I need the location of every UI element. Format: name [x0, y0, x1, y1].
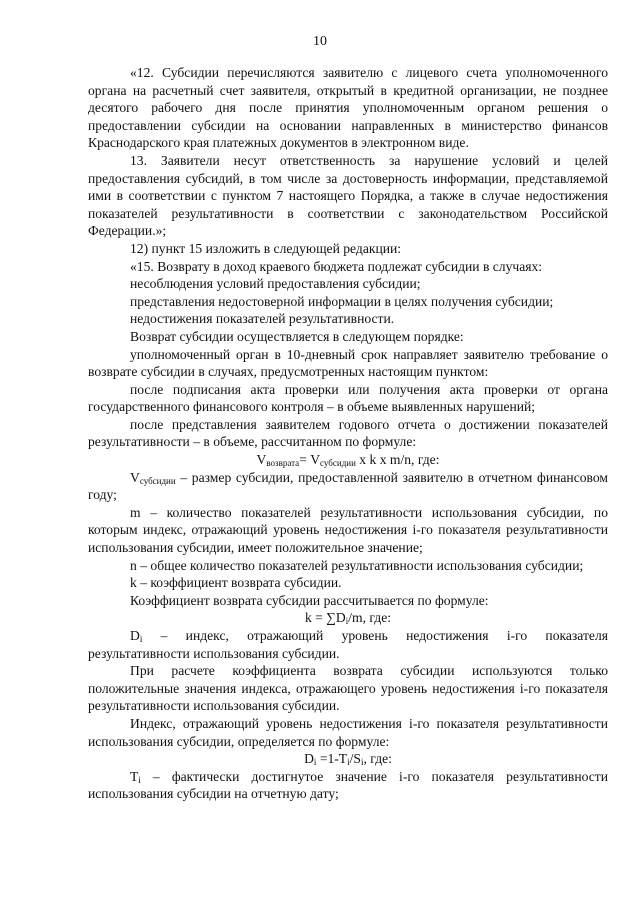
formula-d-rest: , где:	[363, 751, 392, 767]
paragraph-k-formula-intro: Коэффициент возврата субсидии рассчитывается по формуле:	[130, 592, 489, 608]
paragraph-positive-values: При расчете коэффициента возврата субсидии используются только положительные значения индекса, отражающего уровень недостижения i-го показателя результативности использования субсидии.	[88, 663, 608, 714]
paragraph-item-13: 13. Заявители несут ответственность за нарушение условий и целей предоставления субсидий, в том числе за достоверность информации, представляемой ими в соответствии с пунктом 7 настоящего Порядка, а также в случае недостижения показателей результативности в соответствии с законодательством Российской Федерации.»;	[88, 152, 608, 239]
formula-d-sub3: i	[360, 757, 364, 768]
paragraph-case-2: представления недостоверной информации в целях получения субсидии;	[130, 293, 554, 309]
paragraph-def-k: k – коэффициент возврата субсидии.	[130, 575, 342, 591]
formula-d	[88, 750, 608, 768]
term-t: T	[130, 768, 139, 784]
paragraph-case-1: несоблюдения условий предоставления субсидии;	[130, 276, 421, 292]
term-d: D	[130, 628, 140, 643]
formula-v: V	[256, 452, 267, 468]
formula-k	[88, 609, 608, 627]
formula-d-mid: =1-T	[316, 751, 348, 767]
document-body	[88, 64, 608, 803]
paragraph-item-12: «12. Субсидии перечисляются заявителю с лицевого счета уполномоченного органа на расчетный счет заявителя, открытый в кредитной организации, не позднее десятого рабочего дня после принятия уполномоченным органом решения о предоставлении субсидии на основании направленных в министерство финансов Краснодарского края платежных документов в электронном виде.	[88, 65, 608, 151]
paragraph-d-formula-intro: Индекс, отражающий уровень недостижения i-го показателя результативности использования субсидии, определяется по формуле:	[88, 715, 608, 749]
paragraph-case-3: недостижения показателей результативности.	[130, 311, 395, 327]
paragraph-def-n: n – общее количество показателей результативности использования субсидии;	[130, 557, 584, 573]
paragraph-after-report: после представления заявителем годового отчета о достижении показателей результативности – в объеме, рассчитанном по формуле:	[88, 416, 608, 450]
formula-k-rest: /m, где:	[348, 610, 392, 626]
paragraph-return-order: Возврат субсидии осуществляется в следующем порядке:	[130, 328, 464, 344]
page-number: 10	[313, 34, 327, 49]
formula-k-sub: i	[345, 616, 349, 627]
term-d-sub: i	[139, 634, 143, 644]
formula-sub-subsidy: субсидии	[320, 458, 356, 469]
formula-eq: = V	[299, 452, 321, 468]
paragraph-after-audit: после подписания акта проверки или получения акта проверки от органа государственного финансового контроля – в объеме выявленных нарушений;	[88, 381, 608, 415]
paragraph-def-v	[88, 469, 608, 504]
paragraph-def-t	[88, 768, 608, 803]
formula-return-volume	[88, 451, 608, 469]
formula-k-main: k = ∑D	[304, 610, 346, 626]
term-v: V	[130, 469, 140, 485]
formula-sub-return: возврата	[266, 458, 300, 469]
paragraph-def-d	[88, 627, 608, 662]
formula-d-sub1: i	[313, 757, 317, 768]
formula-rest: x k x m/n, где:	[355, 452, 440, 468]
paragraph-item-15: «15. Возврату в доход краевого бюджета подлежат субсидии в случаях:	[130, 258, 543, 274]
paragraph-return-demand: уполномоченный орган в 10-дневный срок направляет заявителю требование о возврате субсидии в случаях, предусмотренных настоящим пунктом:	[88, 346, 608, 380]
formula-d-main: D	[304, 751, 314, 767]
def-v-text: – размер субсидии, предоставленной заявителю в отчетном финансовом году;	[88, 469, 608, 503]
paragraph-def-m: m – количество показателей результативности использования субсидии, по которым индекс, отражающий уровень недостижения i-го показателя результативности использования субсидии, имеет положительное значение;	[88, 504, 608, 556]
def-d-text: – индекс, отражающий уровень недостижения i-го показателя результативности использования субсидии.	[88, 628, 608, 661]
term-v-sub: субсидии	[139, 475, 176, 486]
paragraph-amendment-12: 12) пункт 15 изложить в следующей редакции:	[130, 240, 402, 256]
term-t-sub: i	[138, 774, 141, 785]
def-t-text: – фактически достигнутое значение i-го показателя результативности использования субсидии на отчетную дату;	[88, 768, 608, 802]
formula-d-sub2: i	[347, 757, 350, 768]
formula-d-slash: /S	[349, 751, 361, 767]
